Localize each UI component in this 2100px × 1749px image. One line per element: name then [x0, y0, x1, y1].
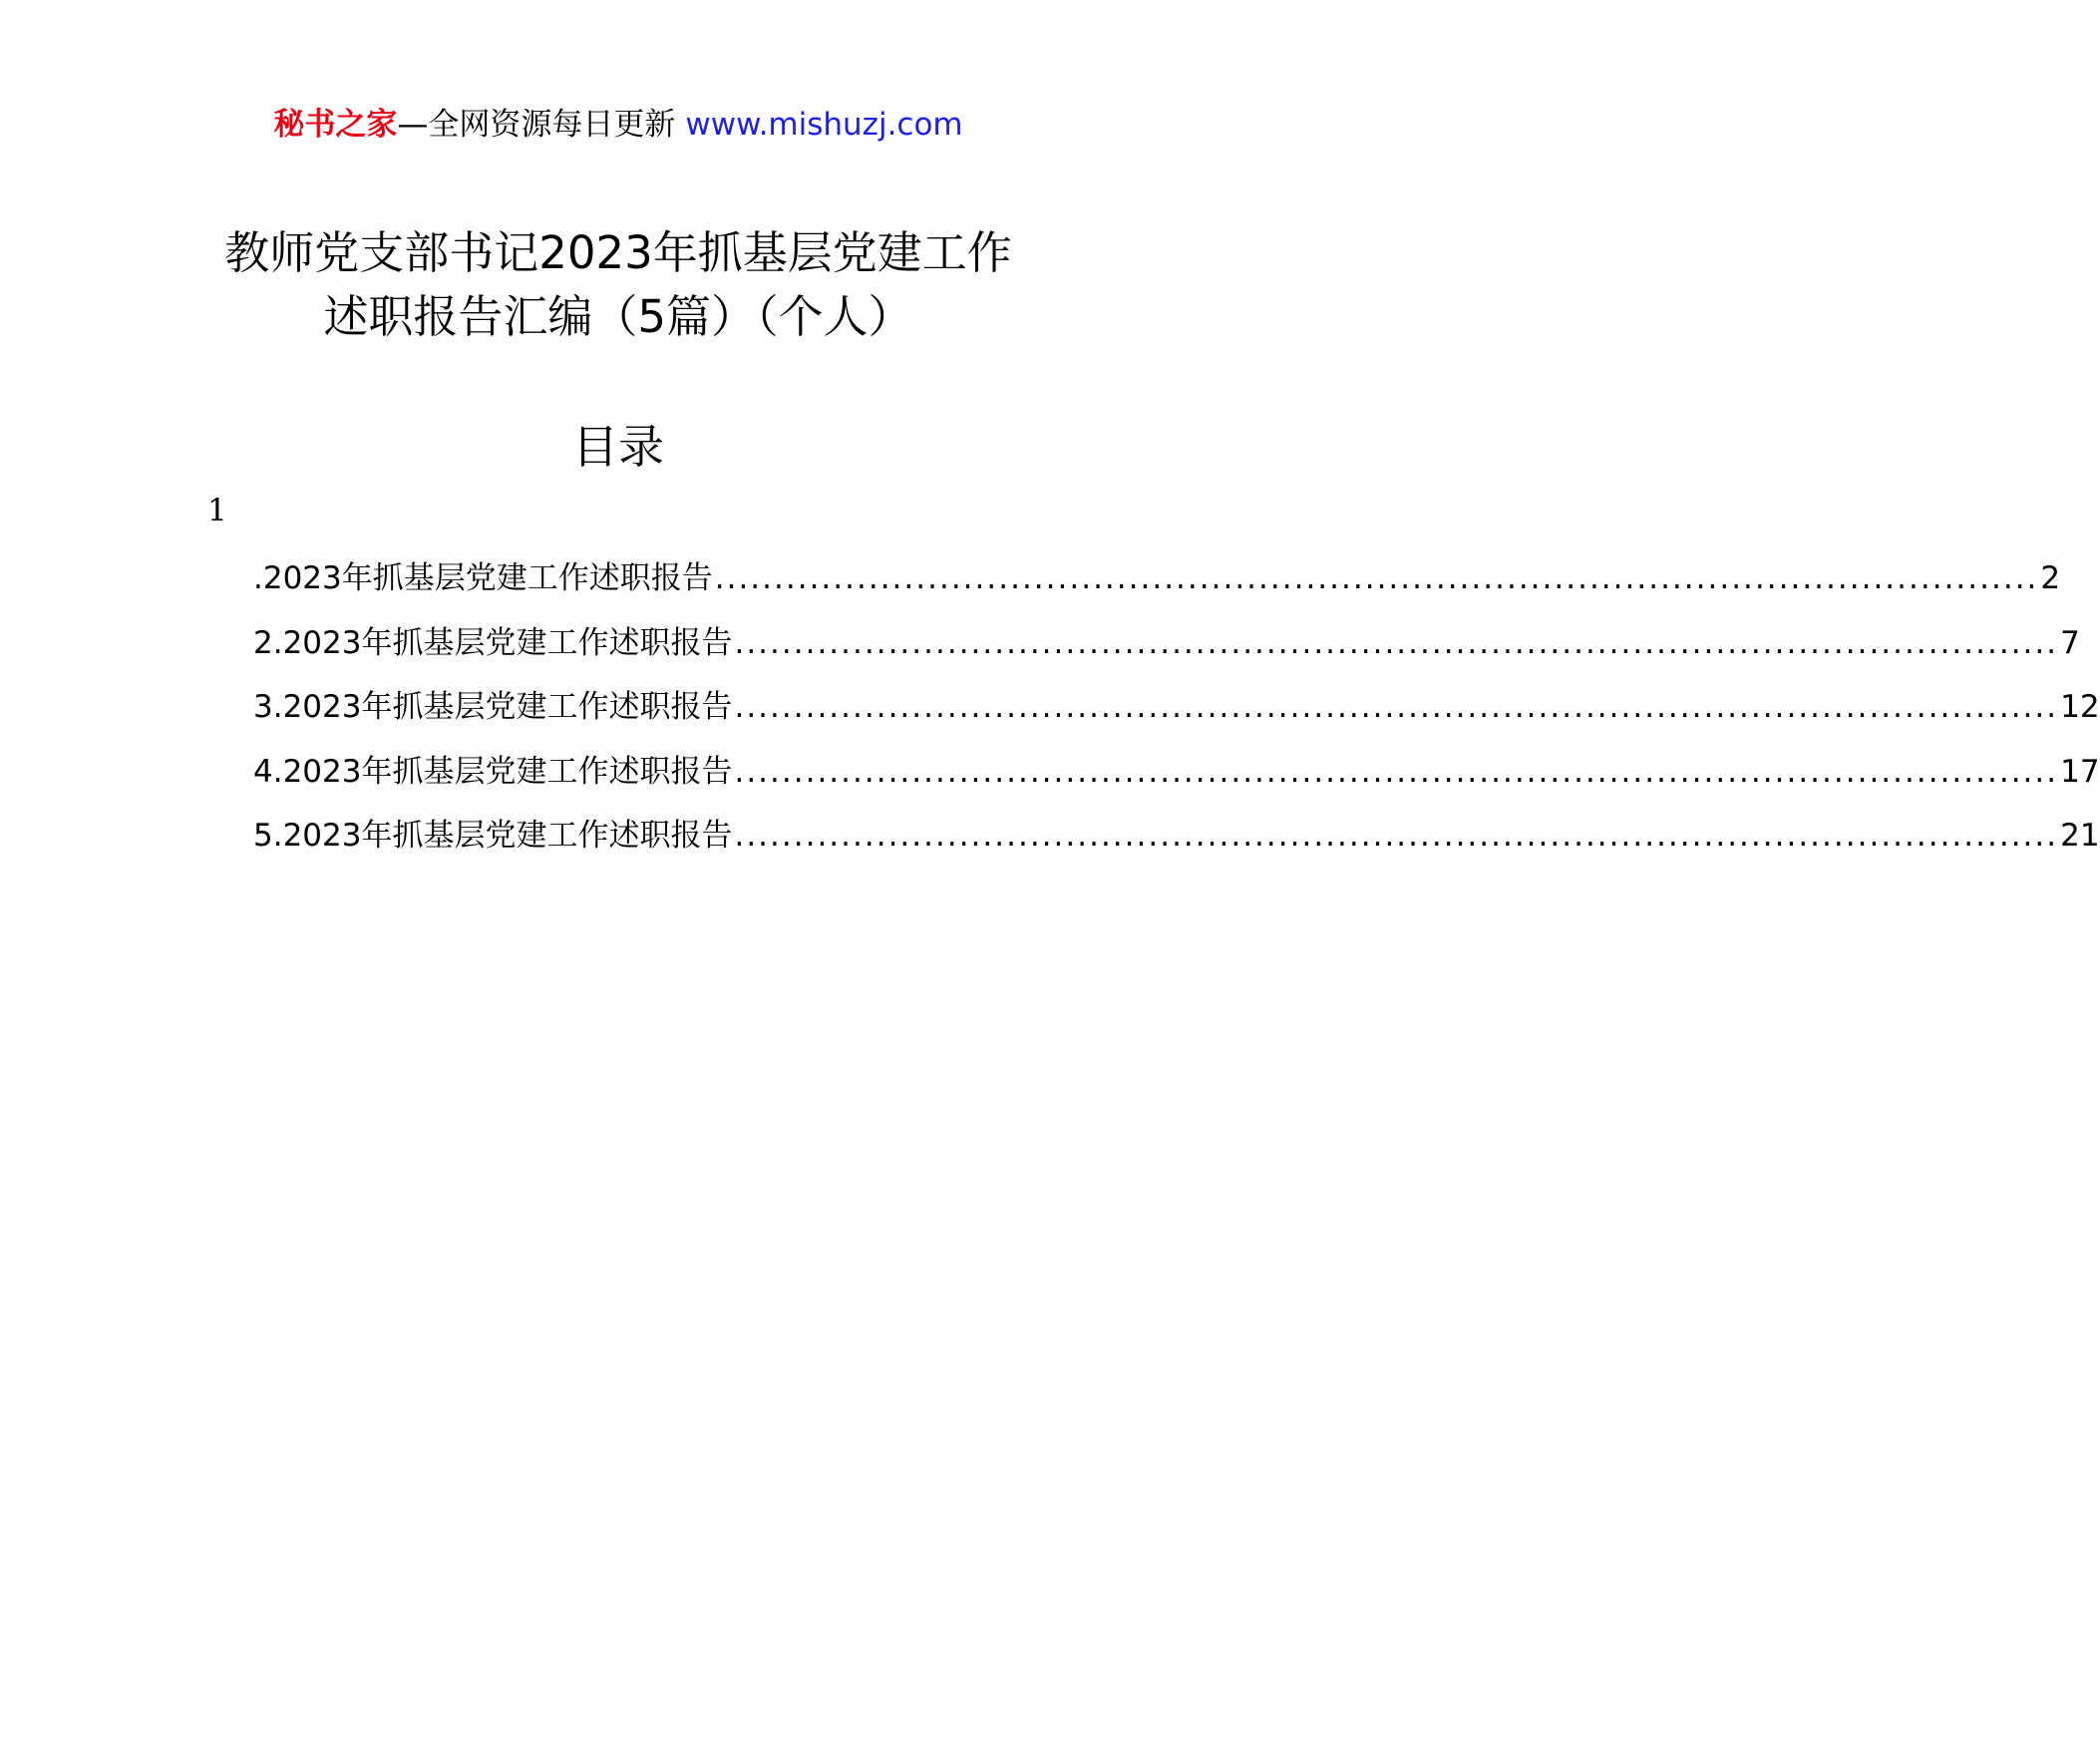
toc-dot-leader: ................................................................................................................ — [734, 753, 2059, 790]
toc-entry-label: 3.2023年抓基层党建工作述职报告 — [253, 689, 733, 725]
toc-entry-label: 4.2023年抓基层党建工作述职报告 — [253, 753, 733, 790]
toc-entry-page: 7 — [2060, 624, 2080, 661]
brand-name: 秘书之家 — [273, 107, 398, 143]
toc-entry-page: 21 — [2060, 818, 2100, 854]
site-header — [0, 98, 1236, 152]
toc-entry-label: 5.2023年抓基层党建工作述职报告 — [253, 818, 733, 854]
title-line-1: 教师党支部书记2023年抓基层党建工作 — [224, 226, 1012, 279]
toc-dot-leader: ................................................................................................................ — [734, 689, 2059, 725]
toc-dot-leader: ................................................................................................................ — [734, 818, 2059, 854]
toc-dot-leader: ................................................................................................................ — [734, 624, 2059, 661]
toc-entry-page: 2 — [2040, 560, 2061, 596]
stray-number: 1 — [207, 493, 227, 528]
toc-entry-4[interactable] — [253, 750, 2100, 815]
site-url-link[interactable]: www.mishuzj.com — [685, 107, 963, 143]
toc-dot-leader: ................................................................................................................ — [714, 560, 2039, 596]
toc-entry-label: 2.2023年抓基层党建工作述职报告 — [253, 624, 733, 661]
table-of-contents — [253, 556, 2100, 878]
toc-entry-2[interactable] — [253, 621, 2080, 686]
toc-entry-1[interactable] — [253, 556, 2061, 621]
document-title — [0, 221, 1236, 349]
toc-entry-5[interactable] — [253, 814, 2100, 878]
toc-entry-label: .2023年抓基层党建工作述职报告 — [253, 560, 713, 596]
toc-entry-3[interactable] — [253, 685, 2100, 750]
title-line-2: 述职报告汇编（5篇）（个人） — [323, 290, 913, 343]
toc-entry-page: 17 — [2060, 753, 2100, 790]
toc-heading: 目录 — [572, 420, 664, 474]
toc-entry-page: 12 — [2060, 689, 2100, 725]
header-tagline: —全网资源每日更新 — [397, 107, 676, 143]
